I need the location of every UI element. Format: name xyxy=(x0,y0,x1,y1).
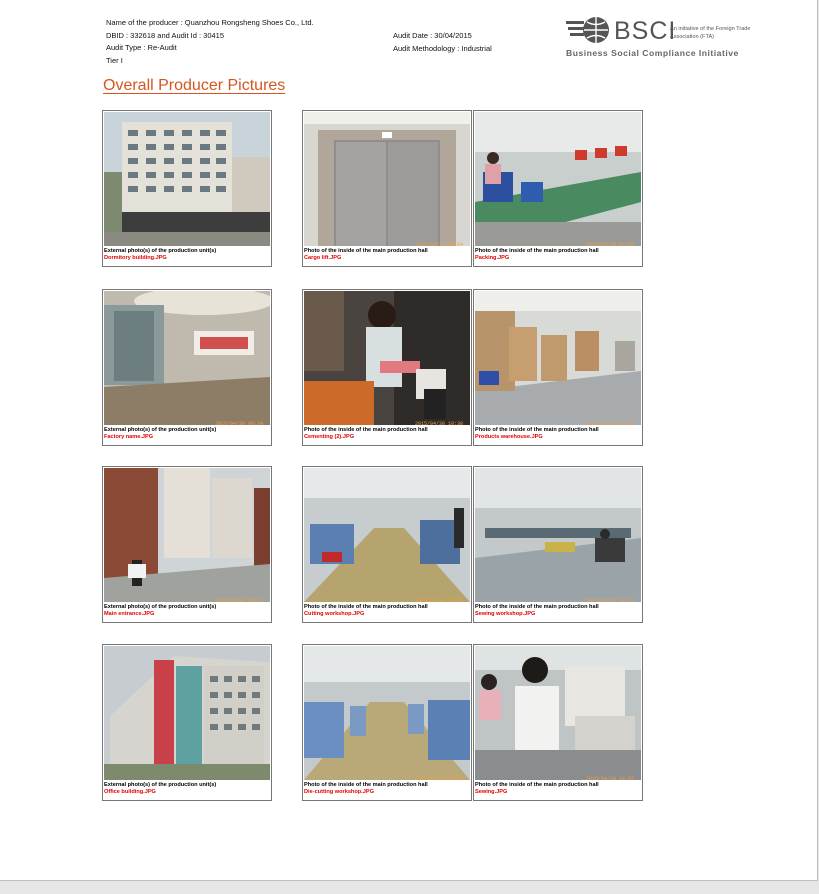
producer-info xyxy=(106,17,314,67)
photo-office-building xyxy=(104,646,270,780)
tier: Tier I xyxy=(106,55,123,65)
photo-card-factory-name[interactable] xyxy=(102,289,272,446)
photo-timestamp: 2015/04/30 09:34 xyxy=(214,421,263,427)
photo-card-die-cutting-workshop[interactable] xyxy=(302,644,472,801)
photo-caption: External photo(s) of the production unit(s) xyxy=(104,782,217,788)
photo-caption: Photo of the inside of the main production hall xyxy=(475,248,599,254)
photo-filename: Main entrance.JPG xyxy=(104,611,155,617)
photo-card-cementing[interactable] xyxy=(302,289,472,446)
photo-timestamp: 2015/04/30 10:05 xyxy=(414,598,463,604)
photo-filename: Products warehouse.JPG xyxy=(475,434,543,440)
photo-filename: Cutting workshop.JPG xyxy=(304,611,365,617)
photo-caption: Photo of the inside of the main production hall xyxy=(475,782,599,788)
photo-filename: Cementing (2).JPG xyxy=(304,434,355,440)
photo-timestamp: 2015/04/30 10:30 xyxy=(414,421,463,427)
photo-filename: Dormitory building.JPG xyxy=(104,255,167,261)
photo-caption: Photo of the inside of the main production hall xyxy=(304,427,428,433)
photo-cargo-lift xyxy=(304,112,470,246)
photo-sewing xyxy=(475,646,641,780)
photo-filename: Die-cutting workshop.JPG xyxy=(304,789,374,795)
photo-factory-name xyxy=(104,291,270,425)
photo-caption: Photo of the inside of the main production hall xyxy=(304,604,428,610)
photo-card-dormitory[interactable] xyxy=(102,110,272,267)
audit-date: Audit Date : 30/04/2015 xyxy=(393,31,472,40)
audit-type: Audit Type : Re-Audit xyxy=(106,43,177,52)
photo-cutting-workshop xyxy=(304,468,470,602)
producer-name: Name of the producer : Quanzhou Rongsheng Shoes Co., Ltd. xyxy=(106,18,314,27)
photo-filename: Office building.JPG xyxy=(104,789,156,795)
photo-caption: Photo of the inside of the main production hall xyxy=(304,782,428,788)
photo-caption: Photo of the inside of the main production hall xyxy=(475,604,599,610)
photo-main-entrance xyxy=(104,468,270,602)
photo-caption: Photo of the inside of the main production hall xyxy=(304,248,428,254)
photo-card-cutting-workshop[interactable] xyxy=(302,466,472,623)
section-title: Overall Producer Pictures xyxy=(103,77,286,94)
dbid-audit-id: DBID : 332618 and Audit Id : 30415 xyxy=(106,30,225,40)
bsci-wordmark: BSCI xyxy=(614,17,677,45)
photo-card-sewing[interactable] xyxy=(473,644,643,801)
photo-sewing-workshop xyxy=(475,468,641,602)
photo-timestamp: 2015/04/30 10:02 xyxy=(585,776,634,782)
photo-dormitory-building xyxy=(104,112,270,246)
bsci-globe-icon xyxy=(566,15,612,45)
photo-cementing xyxy=(304,291,470,425)
photo-filename: Sewing workshop.JPG xyxy=(475,611,536,617)
photo-card-cargo-lift[interactable] xyxy=(302,110,472,267)
photo-caption: External photo(s) of the production unit(s) xyxy=(104,427,217,433)
photo-filename: Factory name.JPG xyxy=(104,434,154,440)
fta-initiative-text: An initiative of the Foreign Trade Association (FTA) xyxy=(670,26,751,40)
photo-card-packing[interactable] xyxy=(473,110,643,267)
photo-caption: External photo(s) of the production unit(s) xyxy=(104,248,217,254)
photo-timestamp: 2015/04/30 09:14 xyxy=(214,598,263,604)
photo-timestamp: 2015/04/30 10:21 xyxy=(414,776,463,782)
photo-products-warehouse xyxy=(475,291,641,425)
photo-packing xyxy=(475,112,641,246)
photo-caption: Photo of the inside of the main production hall xyxy=(475,427,599,433)
bsci-tagline: Business Social Compliance Initiative xyxy=(566,48,739,58)
photo-die-cutting-workshop xyxy=(304,646,470,780)
bsci-logo xyxy=(566,15,756,61)
photo-filename: Packing.JPG xyxy=(475,255,510,261)
photo-timestamp: 2015/04/30 09:55 xyxy=(585,242,634,248)
photo-timestamp: 2015/04/30 09:54 xyxy=(414,242,463,248)
photo-timestamp: 2015/04/30 09:48 xyxy=(585,421,634,427)
photo-card-office-building[interactable] xyxy=(102,644,272,801)
photo-card-products-warehouse[interactable] xyxy=(473,289,643,446)
photo-filename: Sewing.JPG xyxy=(475,789,508,795)
photo-caption: External photo(s) of the production unit(s) xyxy=(104,604,217,610)
photo-card-sewing-workshop[interactable] xyxy=(473,466,643,623)
photo-timestamp: 2015/04/30 10:14 xyxy=(585,598,634,604)
photo-card-main-entrance[interactable] xyxy=(102,466,272,623)
audit-methodology: Audit Methodology : Industrial xyxy=(393,43,492,53)
photo-filename: Cargo lift.JPG xyxy=(304,255,342,261)
audit-info xyxy=(393,30,492,55)
